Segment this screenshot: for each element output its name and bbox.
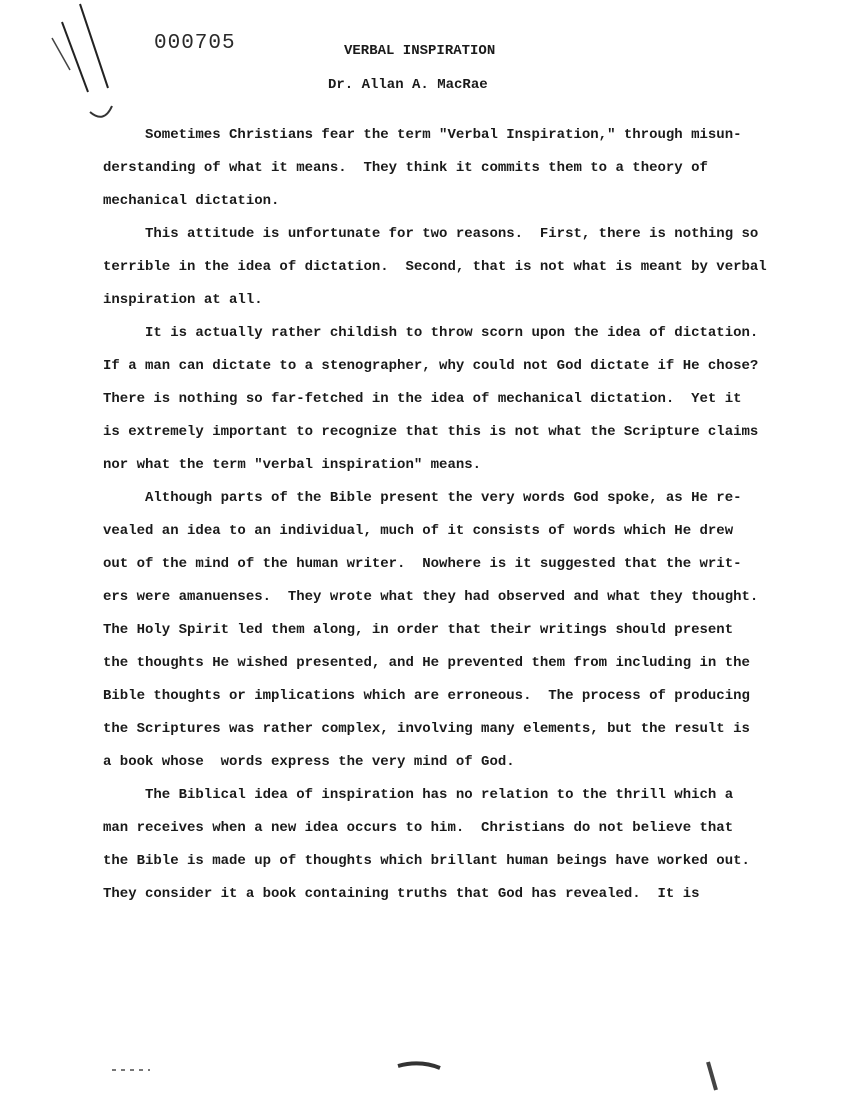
author-line: Dr. Allan A. MacRae [328, 77, 488, 93]
text-line: terrible in the idea of dictation. Second, that is not what is meant by verbal [103, 259, 767, 275]
text-line: out of the mind of the human writer. Nowhere is it suggested that the writ- [103, 556, 742, 572]
pen-curl [90, 106, 112, 117]
text-line: vealed an idea to an individual, much of it consists of words which He drew [103, 523, 734, 539]
text-line: If a man can dictate to a stenographer, why could not God dictate if He chose? [103, 358, 759, 374]
text-line: a book whose words express the very mind of God. [103, 754, 515, 770]
text-line: It is actually rather childish to throw scorn upon the idea of dictation. [145, 325, 759, 341]
pen-stroke-1 [62, 22, 88, 92]
text-line: The Holy Spirit led them along, in order that their writings should present [103, 622, 734, 638]
text-line: The Biblical idea of inspiration has no relation to the thrill which a [145, 787, 734, 803]
text-line: They consider it a book containing truths that God has revealed. It is [103, 886, 700, 902]
text-line: mechanical dictation. [103, 193, 280, 209]
pen-stroke-2 [80, 4, 108, 88]
text-line: inspiration at all. [103, 292, 263, 308]
scan-smudge-bottom-center [398, 1063, 440, 1068]
text-line: Sometimes Christians fear the term "Verbal Inspiration," through misun- [145, 127, 742, 143]
text-line: Bible thoughts or implications which are erroneous. The process of producing [103, 688, 750, 704]
text-line: This attitude is unfortunate for two reasons. First, there is nothing so [145, 226, 759, 242]
text-line: the Bible is made up of thoughts which brillant human beings have worked out. [103, 853, 750, 869]
text-line: the Scriptures was rather complex, involving many elements, but the result is [103, 721, 750, 737]
text-line: ers were amanuenses. They wrote what they had observed and what they thought. [103, 589, 759, 605]
scan-smudge-bottom-right [708, 1062, 716, 1090]
text-line: the thoughts He wished presented, and He prevented them from including in the [103, 655, 750, 671]
pen-stroke-3 [52, 38, 70, 70]
text-line: Although parts of the Bible present the very words God spoke, as He re- [145, 490, 742, 506]
text-line: man receives when a new idea occurs to him. Christians do not believe that [103, 820, 734, 836]
text-line: derstanding of what it means. They think it commits them to a theory of [103, 160, 708, 176]
document-number: 000705 [154, 32, 236, 55]
text-line: nor what the term "verbal inspiration" means. [103, 457, 482, 473]
text-line: is extremely important to recognize that this is not what the Scripture claims [103, 424, 759, 440]
text-line: There is nothing so far-fetched in the idea of mechanical dictation. Yet it [103, 391, 742, 407]
page-title: VERBAL INSPIRATION [344, 43, 496, 59]
